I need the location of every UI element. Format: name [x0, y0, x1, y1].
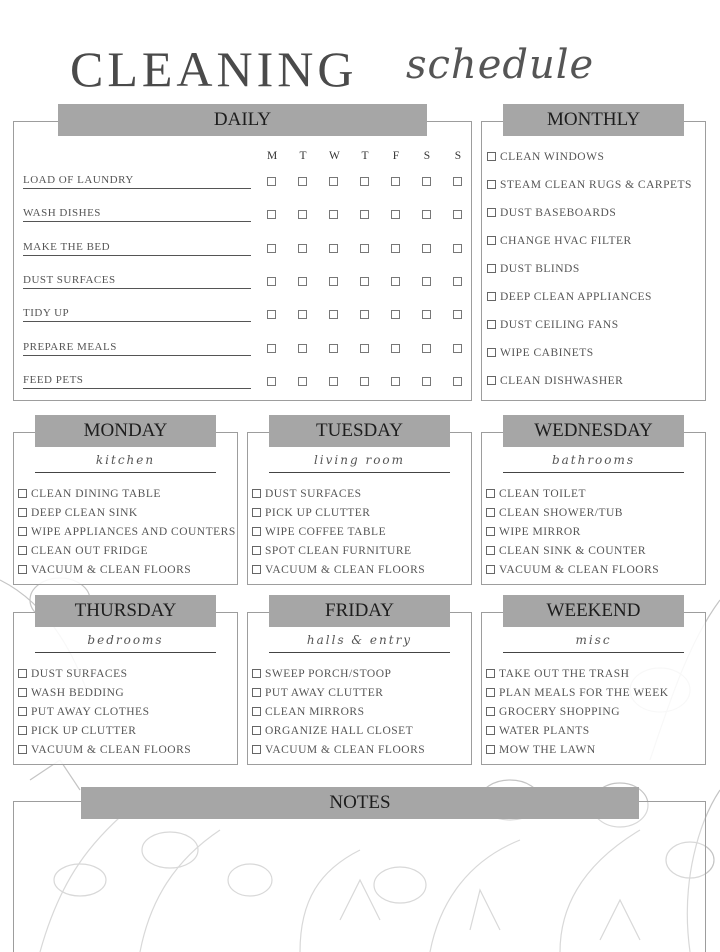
monthly-item-label: WIPE CABINETS: [500, 347, 594, 359]
monthly-item-label: DUST BASEBOARDS: [500, 207, 617, 219]
daily-checkbox[interactable]: [329, 310, 338, 319]
daily-checkbox[interactable]: [422, 177, 431, 186]
monthly-item: [487, 151, 604, 163]
checkbox[interactable]: [486, 489, 495, 498]
checkbox[interactable]: [487, 264, 496, 273]
daily-heading: DAILY: [58, 104, 427, 136]
daily-checkbox[interactable]: [267, 244, 276, 253]
day-item-label: GROCERY SHOPPING: [499, 706, 621, 718]
daily-checkbox[interactable]: [453, 210, 462, 219]
daily-checkbox[interactable]: [360, 310, 369, 319]
checkbox[interactable]: [252, 745, 261, 754]
day-item: [18, 526, 236, 538]
day-item: [18, 668, 128, 680]
day-item: [252, 507, 370, 519]
day-item-label: MOW THE LAWN: [499, 744, 596, 756]
checkbox[interactable]: [487, 236, 496, 245]
monthly-box: [481, 121, 706, 401]
monthly-item: [487, 207, 616, 219]
daily-checkbox[interactable]: [422, 344, 431, 353]
daily-checkbox[interactable]: [298, 244, 307, 253]
checkbox[interactable]: [486, 508, 495, 517]
checkbox[interactable]: [18, 546, 27, 555]
monthly-item-label: DUST BLINDS: [500, 263, 580, 275]
daily-checkbox[interactable]: [422, 277, 431, 286]
day-item-label: ORGANIZE HALL CLOSET: [265, 725, 414, 737]
checkbox[interactable]: [18, 508, 27, 517]
day-item-label: PICK UP CLUTTER: [265, 507, 371, 519]
daily-checkbox[interactable]: [267, 344, 276, 353]
checkbox[interactable]: [486, 726, 495, 735]
daily-checkbox[interactable]: [391, 244, 400, 253]
checkbox[interactable]: [487, 208, 496, 217]
daily-box: [13, 121, 472, 401]
title-main: CLEANING: [70, 41, 358, 97]
checkbox[interactable]: [252, 669, 261, 678]
checkbox[interactable]: [487, 320, 496, 329]
day-item: [252, 744, 425, 756]
daily-checkbox[interactable]: [329, 377, 338, 386]
daily-checkbox[interactable]: [329, 177, 338, 186]
monthly-item: [487, 263, 580, 275]
checkbox[interactable]: [487, 292, 496, 301]
daily-checkbox[interactable]: [360, 344, 369, 353]
daily-task-label: WASH DISHES: [23, 207, 251, 222]
day-heading: THURSDAY: [35, 595, 216, 627]
daily-checkbox[interactable]: [453, 310, 462, 319]
checkbox[interactable]: [252, 546, 261, 555]
day-item-label: CLEAN OUT FRIDGE: [31, 545, 149, 557]
day-item: [18, 488, 161, 500]
weekday-header: M: [267, 150, 278, 162]
checkbox[interactable]: [18, 707, 27, 716]
day-item-label: CLEAN DINING TABLE: [31, 488, 161, 500]
monthly-item-label: STEAM CLEAN RUGS & CARPETS: [500, 179, 692, 191]
daily-checkbox[interactable]: [329, 344, 338, 353]
day-heading: TUESDAY: [269, 415, 450, 447]
day-item: [486, 725, 590, 737]
daily-checkbox[interactable]: [391, 344, 400, 353]
daily-checkbox[interactable]: [298, 377, 307, 386]
day-item: [252, 668, 391, 680]
weekday-header: W: [329, 150, 340, 162]
checkbox[interactable]: [252, 565, 261, 574]
day-item: [486, 744, 596, 756]
weekday-header: F: [392, 150, 400, 162]
day-item-label: CLEAN SHOWER/TUB: [499, 507, 623, 519]
checkbox[interactable]: [18, 688, 27, 697]
daily-checkbox[interactable]: [360, 377, 369, 386]
day-item-label: PLAN MEALS FOR THE WEEK: [499, 687, 669, 699]
day-item-label: SWEEP PORCH/STOOP: [265, 668, 392, 680]
daily-checkbox[interactable]: [329, 277, 338, 286]
day-item-label: WIPE COFFEE TABLE: [265, 526, 387, 538]
daily-checkbox[interactable]: [360, 244, 369, 253]
day-item-label: DUST SURFACES: [265, 488, 362, 500]
daily-checkbox[interactable]: [453, 177, 462, 186]
daily-checkbox[interactable]: [422, 244, 431, 253]
daily-checkbox[interactable]: [298, 277, 307, 286]
monthly-item: [487, 347, 594, 359]
daily-task-label: DUST SURFACES: [23, 274, 251, 289]
notes-heading: NOTES: [81, 787, 639, 819]
day-item-label: DEEP CLEAN SINK: [31, 507, 138, 519]
title-script: schedule: [406, 42, 595, 88]
daily-task-label: TIDY UP: [23, 307, 251, 322]
checkbox[interactable]: [486, 546, 495, 555]
daily-checkbox[interactable]: [422, 377, 431, 386]
monthly-item: [487, 375, 623, 387]
checkbox[interactable]: [252, 688, 261, 697]
checkbox[interactable]: [18, 669, 27, 678]
weekday-header: S: [423, 150, 431, 162]
day-item-label: VACUUM & CLEAN FLOORS: [31, 744, 192, 756]
day-item: [486, 668, 629, 680]
day-item: [18, 507, 138, 519]
daily-checkbox[interactable]: [422, 310, 431, 319]
page-title: [70, 40, 630, 100]
monthly-item: [487, 179, 692, 191]
daily-checkbox[interactable]: [329, 210, 338, 219]
day-item: [252, 725, 413, 737]
day-item: [486, 706, 620, 718]
weekday-header: S: [454, 150, 462, 162]
day-item: [486, 507, 623, 519]
day-item: [18, 545, 148, 557]
daily-checkbox[interactable]: [391, 177, 400, 186]
area-subtitle: bathrooms: [503, 453, 684, 473]
day-item: [252, 564, 425, 576]
weekday-header: T: [361, 150, 369, 162]
day-heading: FRIDAY: [269, 595, 450, 627]
daily-task-label: MAKE THE BED: [23, 241, 251, 256]
day-heading: WEEKEND: [503, 595, 684, 627]
checkbox[interactable]: [18, 565, 27, 574]
checkbox[interactable]: [486, 565, 495, 574]
checkbox[interactable]: [18, 726, 27, 735]
day-item: [18, 744, 191, 756]
checkbox[interactable]: [252, 508, 261, 517]
day-item: [18, 564, 191, 576]
daily-checkbox[interactable]: [329, 244, 338, 253]
area-subtitle: living room: [269, 453, 450, 473]
monthly-heading: MONTHLY: [503, 104, 684, 136]
area-subtitle: bedrooms: [35, 633, 216, 653]
daily-checkbox[interactable]: [391, 377, 400, 386]
day-item-label: VACUUM & CLEAN FLOORS: [265, 744, 426, 756]
area-subtitle: misc: [503, 633, 684, 653]
day-item-label: VACUUM & CLEAN FLOORS: [31, 564, 192, 576]
daily-checkbox[interactable]: [298, 177, 307, 186]
daily-task-label: LOAD OF LAUNDRY: [23, 174, 251, 189]
day-item: [486, 526, 581, 538]
daily-checkbox[interactable]: [360, 210, 369, 219]
checkbox[interactable]: [487, 152, 496, 161]
day-item: [486, 488, 586, 500]
daily-checkbox[interactable]: [453, 277, 462, 286]
area-subtitle: kitchen: [35, 453, 216, 473]
daily-checkbox[interactable]: [267, 177, 276, 186]
day-item: [486, 545, 646, 557]
daily-checkbox[interactable]: [267, 210, 276, 219]
area-subtitle: halls & entry: [269, 633, 450, 653]
daily-checkbox[interactable]: [453, 377, 462, 386]
checkbox[interactable]: [486, 745, 495, 754]
day-item-label: WIPE APPLIANCES AND COUNTERS: [31, 526, 236, 538]
checkbox[interactable]: [487, 376, 496, 385]
daily-task-label: FEED PETS: [23, 374, 251, 389]
day-item: [486, 564, 659, 576]
day-item-label: CLEAN MIRRORS: [265, 706, 365, 718]
checkbox[interactable]: [18, 527, 27, 536]
daily-checkbox[interactable]: [453, 244, 462, 253]
daily-checkbox[interactable]: [453, 344, 462, 353]
checkbox[interactable]: [252, 527, 261, 536]
daily-checkbox[interactable]: [360, 277, 369, 286]
checkbox[interactable]: [486, 527, 495, 536]
day-item: [486, 687, 669, 699]
day-heading: WEDNESDAY: [503, 415, 684, 447]
daily-checkbox[interactable]: [391, 310, 400, 319]
day-item-label: WATER PLANTS: [499, 725, 590, 737]
daily-checkbox[interactable]: [267, 310, 276, 319]
daily-checkbox[interactable]: [267, 277, 276, 286]
daily-checkbox[interactable]: [267, 377, 276, 386]
day-item: [18, 706, 149, 718]
monthly-item-label: CHANGE HVAC FILTER: [500, 235, 632, 247]
day-item: [252, 488, 362, 500]
day-item-label: WASH BEDDING: [31, 687, 125, 699]
notes-box: [13, 801, 706, 952]
monthly-item: [487, 291, 652, 303]
day-item-label: DUST SURFACES: [31, 668, 128, 680]
day-item-label: PUT AWAY CLUTTER: [265, 687, 384, 699]
weekday-header: T: [299, 150, 307, 162]
daily-checkbox[interactable]: [391, 210, 400, 219]
monthly-item-label: CLEAN WINDOWS: [500, 151, 605, 163]
day-item: [252, 545, 412, 557]
daily-checkbox[interactable]: [391, 277, 400, 286]
checkbox[interactable]: [252, 707, 261, 716]
daily-checkbox[interactable]: [298, 310, 307, 319]
day-heading: MONDAY: [35, 415, 216, 447]
day-item-label: WIPE MIRROR: [499, 526, 581, 538]
monthly-item-label: DUST CEILING FANS: [500, 319, 619, 331]
checkbox[interactable]: [252, 489, 261, 498]
daily-checkbox[interactable]: [422, 210, 431, 219]
checkbox[interactable]: [487, 180, 496, 189]
checkbox[interactable]: [18, 489, 27, 498]
day-item-label: CLEAN TOILET: [499, 488, 587, 500]
monthly-item-label: CLEAN DISHWASHER: [500, 375, 624, 387]
daily-checkbox[interactable]: [298, 344, 307, 353]
day-item-label: SPOT CLEAN FURNITURE: [265, 545, 412, 557]
day-item: [252, 706, 364, 718]
day-item-label: VACUUM & CLEAN FLOORS: [265, 564, 426, 576]
daily-task-label: PREPARE MEALS: [23, 341, 251, 356]
day-item-label: PUT AWAY CLOTHES: [31, 706, 150, 718]
monthly-item: [487, 235, 632, 247]
day-item: [252, 687, 383, 699]
monthly-item: [487, 319, 619, 331]
day-item: [18, 725, 136, 737]
day-item-label: CLEAN SINK & COUNTER: [499, 545, 647, 557]
day-item-label: TAKE OUT THE TRASH: [499, 668, 630, 680]
day-item: [252, 526, 386, 538]
day-item-label: VACUUM & CLEAN FLOORS: [499, 564, 660, 576]
daily-checkbox[interactable]: [298, 210, 307, 219]
checkbox[interactable]: [18, 745, 27, 754]
checkbox[interactable]: [486, 688, 495, 697]
daily-checkbox[interactable]: [360, 177, 369, 186]
checkbox[interactable]: [252, 726, 261, 735]
checkbox[interactable]: [486, 707, 495, 716]
checkbox[interactable]: [486, 669, 495, 678]
day-item-label: PICK UP CLUTTER: [31, 725, 137, 737]
checkbox[interactable]: [487, 348, 496, 357]
monthly-item-label: DEEP CLEAN APPLIANCES: [500, 291, 652, 303]
day-item: [18, 687, 124, 699]
